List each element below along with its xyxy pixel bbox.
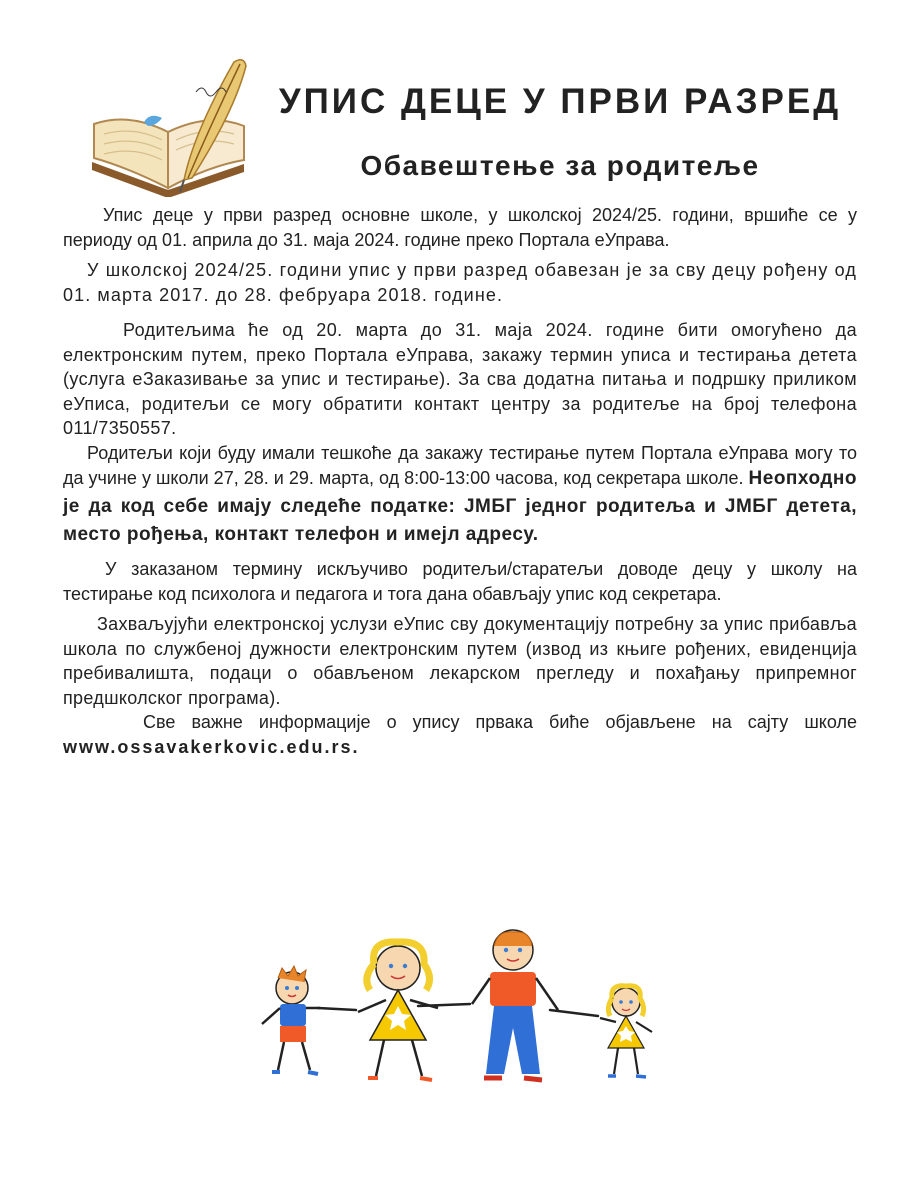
page-subtitle: Обавештење за родитеље <box>360 150 760 181</box>
notice-body <box>63 203 857 759</box>
website-text: Све важне информације о упису првака биће објављене на сајту школе <box>143 712 857 732</box>
paragraph-enrollment-period: Упис деце у први разред основне школе, у школској 2024/25. години, вршиће се у периоду од 01. априла до 31. маја 2024. године преко Портала еУправа. <box>63 205 857 250</box>
book-quill-icon <box>84 52 254 197</box>
paragraph-testing: У заказаном термину искључиво родитељи/старатељи доводе децу у школу на тестирање код психолога и педагога и тога дана обављају упис код секретара. <box>63 559 857 604</box>
paragraph-birth-range: У школској 2024/25. години упис у први разред обавезан је за сву децу рођену од 01. марта 2017. до 28. фебруара 2018. године. <box>63 260 857 305</box>
page-title: УПИС ДЕЦЕ У ПРВИ РАЗРЕД <box>278 82 842 121</box>
school-scheduling-text: Родитељи који буду имали тешкоће да закажу тестирање путем Портала еУправа могу то да учине у школи 27, 28. и 29. марта, од 8:00-13:00 часова, код секретара школе. <box>63 442 857 488</box>
paragraph-school-scheduling <box>63 441 857 550</box>
required-data-note: Неопходно је да код себе имају следеће податке: ЈМБГ једног родитеља и ЈМБГ детета, место рођења, контакт телефон и имејл адресу. <box>63 468 857 545</box>
paragraph-documentation: Захваљујући електронској услузи еУпис сву документацију потребну за упис прибавља школа по службеној дужности електронским путем (извод из књиге рођених, евиденција пребивалишта, подаци о обављеном лекарском прегледу и похађању припремног предшколског програма). <box>63 614 857 708</box>
school-website-link[interactable]: www.ossavakerkovic.edu.rs. <box>63 736 360 757</box>
family-holding-hands-icon <box>258 928 658 1088</box>
paragraph-scheduling: Родитељима ће од 20. марта до 31. маја 2024. године бити омогућено да електронским путем, преко Портала еУправа, закажу термин уписа и тестирања детета (услуга еЗаказивање за упис и тестирање). За сва додатна питања и подршку приликом еУписа, родитељи се могу обратити контакт центру за родитеље на број телефона 011/7350557. <box>63 320 857 438</box>
paragraph-website <box>63 710 857 759</box>
